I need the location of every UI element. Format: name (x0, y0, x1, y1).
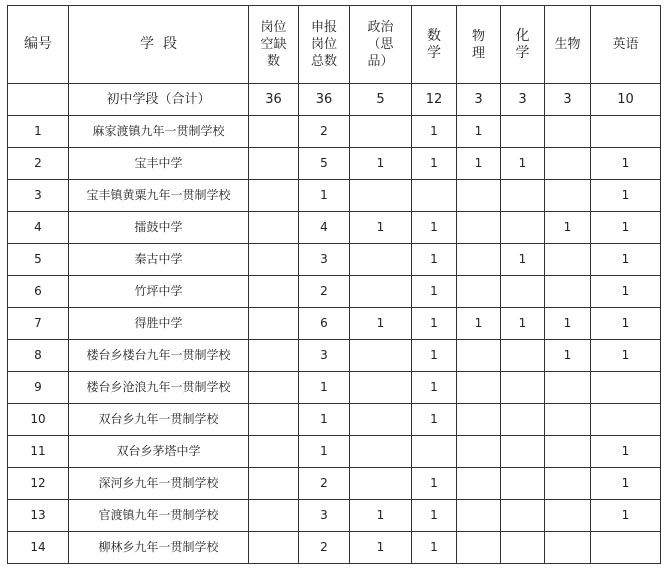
row-physics: 1 (457, 308, 501, 340)
row-id: 3 (8, 180, 69, 212)
row-politics (350, 116, 412, 148)
row-chemistry: 1 (501, 148, 545, 180)
total-physics: 3 (457, 84, 501, 116)
row-id: 5 (8, 244, 69, 276)
table-row (8, 212, 661, 244)
row-school: 擂鼓中学 (69, 212, 249, 244)
row-english: 1 (591, 340, 661, 372)
row-biology: 1 (545, 340, 591, 372)
row-vacancy (249, 468, 299, 500)
row-chemistry (501, 436, 545, 468)
row-politics (350, 276, 412, 308)
row-school: 楼台乡沧浪九年一贯制学校 (69, 372, 249, 404)
row-physics (457, 436, 501, 468)
header-vacancy: 岗位 空缺 数 (249, 6, 299, 84)
header-row (8, 6, 661, 84)
row-politics (350, 468, 412, 500)
total-politics: 5 (350, 84, 412, 116)
row-math: 1 (412, 500, 457, 532)
row-biology (545, 500, 591, 532)
row-physics: 1 (457, 148, 501, 180)
row-biology (545, 532, 591, 564)
row-biology (545, 148, 591, 180)
row-english (591, 404, 661, 436)
row-vacancy (249, 436, 299, 468)
row-vacancy (249, 244, 299, 276)
row-math: 1 (412, 116, 457, 148)
row-school: 麻家渡镇九年一贯制学校 (69, 116, 249, 148)
recruitment-table (7, 5, 661, 564)
row-id: 13 (8, 500, 69, 532)
row-applied: 3 (299, 500, 350, 532)
header-math: 数 学 (412, 6, 457, 84)
row-politics (350, 180, 412, 212)
row-vacancy (249, 148, 299, 180)
row-math (412, 180, 457, 212)
row-vacancy (249, 116, 299, 148)
row-id: 8 (8, 340, 69, 372)
row-physics (457, 532, 501, 564)
row-politics (350, 404, 412, 436)
row-biology: 1 (545, 308, 591, 340)
row-physics (457, 180, 501, 212)
row-math: 1 (412, 532, 457, 564)
row-applied: 1 (299, 372, 350, 404)
row-school: 得胜中学 (69, 308, 249, 340)
row-chemistry (501, 372, 545, 404)
table-row (8, 340, 661, 372)
table-row (8, 468, 661, 500)
row-biology (545, 372, 591, 404)
row-math: 1 (412, 372, 457, 404)
row-english: 1 (591, 180, 661, 212)
row-politics: 1 (350, 500, 412, 532)
table-row (8, 500, 661, 532)
row-applied: 2 (299, 468, 350, 500)
row-vacancy (249, 212, 299, 244)
row-vacancy (249, 276, 299, 308)
row-id: 9 (8, 372, 69, 404)
row-english (591, 372, 661, 404)
table-row (8, 244, 661, 276)
table-row (8, 276, 661, 308)
row-applied: 5 (299, 148, 350, 180)
total-english: 10 (591, 84, 661, 116)
row-id: 6 (8, 276, 69, 308)
header-applied: 申报 岗位 总数 (299, 6, 350, 84)
row-id: 10 (8, 404, 69, 436)
row-biology (545, 244, 591, 276)
row-biology (545, 468, 591, 500)
row-english (591, 116, 661, 148)
row-english: 1 (591, 148, 661, 180)
row-english: 1 (591, 308, 661, 340)
row-english: 1 (591, 244, 661, 276)
row-id: 1 (8, 116, 69, 148)
row-english: 1 (591, 468, 661, 500)
row-physics (457, 468, 501, 500)
row-biology: 1 (545, 212, 591, 244)
row-chemistry (501, 340, 545, 372)
row-id: 2 (8, 148, 69, 180)
row-physics: 1 (457, 116, 501, 148)
row-applied: 3 (299, 244, 350, 276)
header-id: 编号 (8, 6, 69, 84)
row-applied: 2 (299, 532, 350, 564)
table-row (8, 532, 661, 564)
row-school: 双台乡茅塔中学 (69, 436, 249, 468)
row-math (412, 436, 457, 468)
row-physics (457, 276, 501, 308)
table-row (8, 308, 661, 340)
row-english: 1 (591, 276, 661, 308)
row-biology (545, 404, 591, 436)
row-politics (350, 436, 412, 468)
row-chemistry (501, 116, 545, 148)
row-physics (457, 212, 501, 244)
row-politics (350, 244, 412, 276)
row-chemistry: 1 (501, 308, 545, 340)
row-applied: 2 (299, 116, 350, 148)
table-row (8, 180, 661, 212)
row-applied: 1 (299, 436, 350, 468)
row-school: 宝丰镇黄粟九年一贯制学校 (69, 180, 249, 212)
row-politics (350, 372, 412, 404)
header-english: 英语 (591, 6, 661, 84)
row-physics (457, 404, 501, 436)
row-chemistry (501, 468, 545, 500)
row-applied: 1 (299, 404, 350, 436)
row-id: 4 (8, 212, 69, 244)
row-vacancy (249, 404, 299, 436)
row-math: 1 (412, 244, 457, 276)
row-biology (545, 276, 591, 308)
row-chemistry (501, 276, 545, 308)
row-chemistry: 1 (501, 244, 545, 276)
total-chemistry: 3 (501, 84, 545, 116)
row-chemistry (501, 180, 545, 212)
row-vacancy (249, 500, 299, 532)
row-school: 秦古中学 (69, 244, 249, 276)
row-math: 1 (412, 468, 457, 500)
row-english: 1 (591, 500, 661, 532)
row-applied: 4 (299, 212, 350, 244)
header-politics: 政治 （思 品） (350, 6, 412, 84)
row-school: 楼台乡楼台九年一贯制学校 (69, 340, 249, 372)
row-physics (457, 372, 501, 404)
table-row (8, 436, 661, 468)
header-chemistry: 化 学 (501, 6, 545, 84)
row-politics: 1 (350, 532, 412, 564)
row-math: 1 (412, 148, 457, 180)
row-math: 1 (412, 212, 457, 244)
row-chemistry (501, 212, 545, 244)
row-id: 11 (8, 436, 69, 468)
total-vacancy: 36 (249, 84, 299, 116)
row-biology (545, 180, 591, 212)
row-physics (457, 244, 501, 276)
header-biology: 生物 (545, 6, 591, 84)
row-biology (545, 436, 591, 468)
row-vacancy (249, 372, 299, 404)
row-math: 1 (412, 404, 457, 436)
row-english: 1 (591, 436, 661, 468)
table-row (8, 148, 661, 180)
row-vacancy (249, 180, 299, 212)
row-politics: 1 (350, 308, 412, 340)
row-chemistry (501, 500, 545, 532)
row-applied: 2 (299, 276, 350, 308)
total-label: 初中学段（合计） (69, 84, 249, 116)
row-vacancy (249, 308, 299, 340)
row-biology (545, 116, 591, 148)
row-physics (457, 500, 501, 532)
row-school: 柳林乡九年一贯制学校 (69, 532, 249, 564)
row-physics (457, 340, 501, 372)
row-school: 深河乡九年一贯制学校 (69, 468, 249, 500)
row-chemistry (501, 532, 545, 564)
table-row (8, 116, 661, 148)
row-politics: 1 (350, 212, 412, 244)
total-id-cell (8, 84, 69, 116)
row-applied: 3 (299, 340, 350, 372)
row-school: 双台乡九年一贯制学校 (69, 404, 249, 436)
table-row (8, 372, 661, 404)
row-math: 1 (412, 276, 457, 308)
header-physics: 物 理 (457, 6, 501, 84)
table-row (8, 404, 661, 436)
row-id: 12 (8, 468, 69, 500)
row-id: 7 (8, 308, 69, 340)
row-politics (350, 340, 412, 372)
total-math: 12 (412, 84, 457, 116)
row-applied: 6 (299, 308, 350, 340)
row-english (591, 532, 661, 564)
total-applied: 36 (299, 84, 350, 116)
row-applied: 1 (299, 180, 350, 212)
row-math: 1 (412, 308, 457, 340)
row-school: 宝丰中学 (69, 148, 249, 180)
row-politics: 1 (350, 148, 412, 180)
row-english: 1 (591, 212, 661, 244)
row-chemistry (501, 404, 545, 436)
row-vacancy (249, 340, 299, 372)
row-id: 14 (8, 532, 69, 564)
header-stage: 学 段 (69, 6, 249, 84)
row-school: 竹坪中学 (69, 276, 249, 308)
total-row (8, 84, 661, 116)
row-school: 官渡镇九年一贯制学校 (69, 500, 249, 532)
total-biology: 3 (545, 84, 591, 116)
row-math: 1 (412, 340, 457, 372)
row-vacancy (249, 532, 299, 564)
